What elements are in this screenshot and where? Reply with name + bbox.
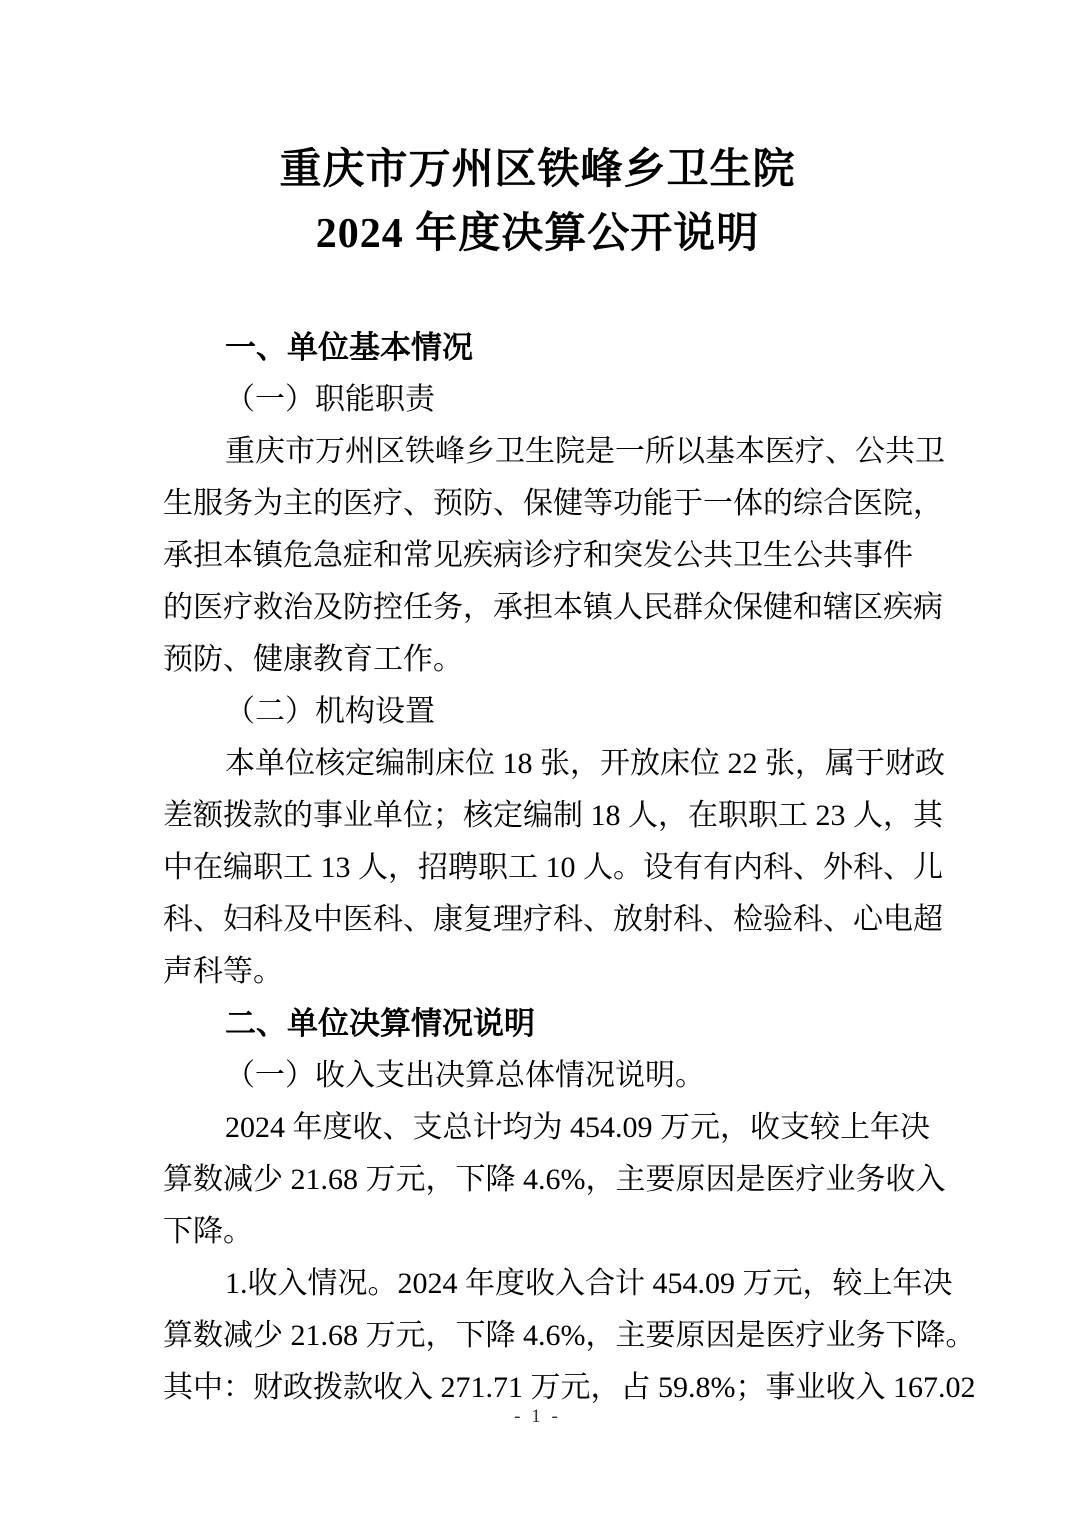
paragraph-line: 其中：财政拨款收入 271.71 万元，占 59.8%；事业收入 167.02 — [163, 1371, 976, 1404]
section-heading: 二、单位决算情况说明 — [225, 1006, 535, 1041]
paragraph — [163, 1258, 976, 1414]
paragraph-line: 差额拨款的事业单位；核定编制 18 人，在职职工 23 人，其 — [163, 799, 943, 832]
paragraph-line: 生服务为主的医疗、预防、保健等功能于一体的综合医院， — [163, 487, 943, 520]
page-number: - 1 - — [514, 1406, 561, 1427]
document-title-line1: 重庆市万州区铁峰乡卫生院 — [279, 147, 796, 193]
section-heading: 一、单位基本情况 — [225, 330, 473, 365]
paragraph — [163, 738, 945, 998]
subsection-heading: （二）机构设置 — [225, 695, 435, 728]
document-body — [163, 322, 976, 1414]
paragraph-line: 算数减少 21.68 万元，下降 4.6%，主要原因是医疗业务收入 — [163, 1163, 946, 1196]
paragraph-line: 预防、健康教育工作。 — [163, 643, 463, 676]
paragraph-line: 中在编职工 13 人，招聘职工 10 人。设有有内科、外科、儿 — [163, 851, 943, 884]
paragraph-line: 1.收入情况。2024 年度收入合计 454.09 万元，较上年决 — [225, 1267, 953, 1300]
paragraph-line: 声科等。 — [163, 955, 283, 988]
paragraph-line: 重庆市万州区铁峰乡卫生院是一所以基本医疗、公共卫 — [225, 435, 945, 468]
paragraph-line: 下降。 — [163, 1215, 253, 1248]
subsection-heading: （一）职能职责 — [225, 383, 435, 416]
paragraph-line: 算数减少 21.68 万元，下降 4.6%，主要原因是医疗业务下降。 — [163, 1319, 976, 1352]
paragraph-line: 2024 年度收、支总计均为 454.09 万元，收支较上年决 — [225, 1111, 930, 1144]
subsection-heading: （一）收入支出决算总体情况说明。 — [225, 1059, 705, 1092]
document-title-block — [0, 0, 1075, 266]
paragraph — [163, 1102, 946, 1258]
paragraph-line: 承担本镇危急症和常见疾病诊疗和突发公共卫生公共事件 — [163, 539, 913, 572]
paragraph-line: 的医疗救治及防控任务，承担本镇人民群众保健和辖区疾病 — [163, 591, 943, 624]
paragraph-line: 科、妇科及中医科、康复理疗科、放射科、检验科、心电超 — [163, 903, 943, 936]
paragraph — [163, 426, 945, 686]
document-title-line2: 2024 年度决算公开说明 — [315, 211, 760, 257]
paragraph-line: 本单位核定编制床位 18 张，开放床位 22 张，属于财政 — [225, 747, 945, 780]
